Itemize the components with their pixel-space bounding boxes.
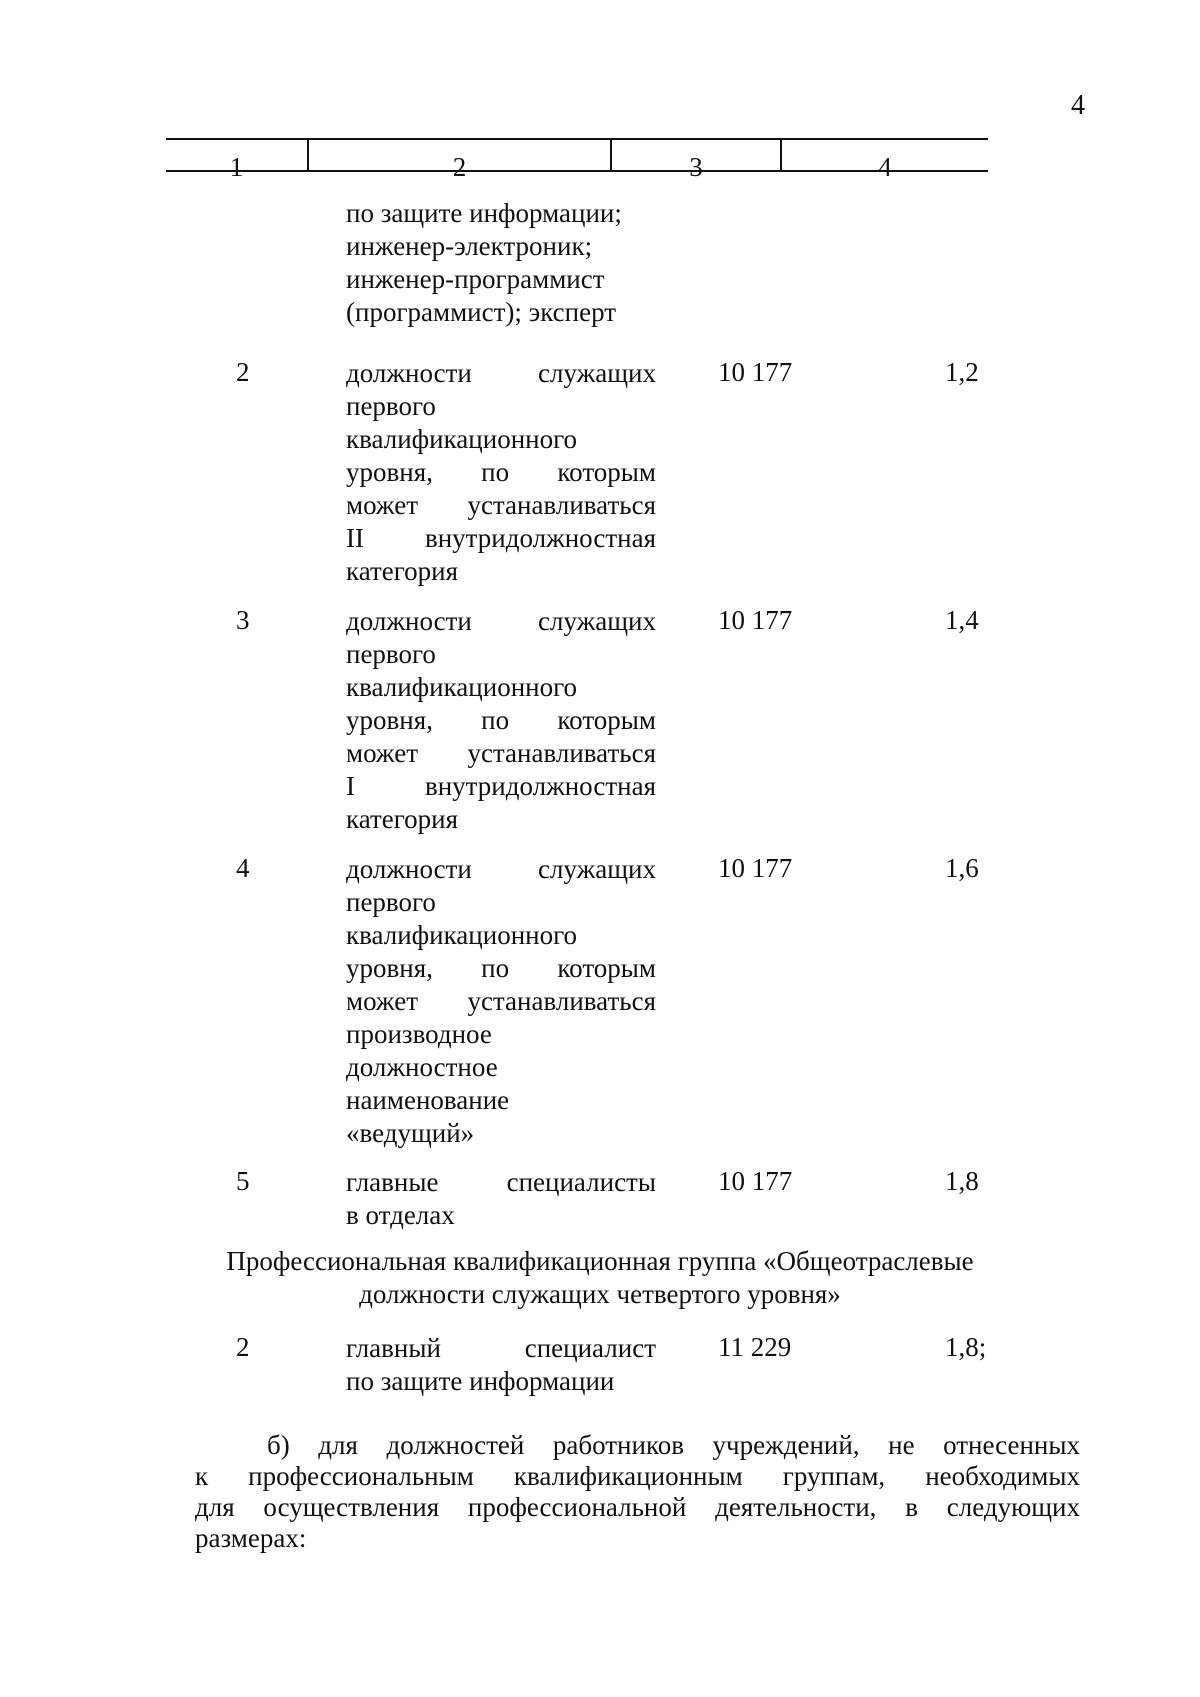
base-salary: 10 177	[718, 605, 793, 635]
header-top-rule	[166, 138, 988, 140]
position-description: по защите информации; инженер-электроник; инженер-программист (программист); эксперт	[346, 198, 622, 327]
qualification-group-title: Профессиональная квалификационная группа «Общеотраслевые должности служащих четвертого уровня»	[226, 1246, 974, 1309]
increase-coefficient: 1,8	[945, 1166, 979, 1196]
qualification-level: 3	[236, 605, 250, 635]
increase-coefficient: 1,8;	[945, 1332, 987, 1362]
position-description: главный специалист по защите информации	[346, 1333, 656, 1396]
header-col-1: 1	[229, 152, 244, 182]
position-description: должности служащих первого квалификационного уровня, по которым может устанавливаться I внутридолжностная категория	[346, 606, 656, 834]
header-col-2: 2	[452, 152, 467, 182]
qualification-level: 5	[236, 1166, 250, 1196]
header-col-4: 4	[878, 152, 892, 182]
increase-coefficient: 1,6	[945, 853, 979, 883]
base-salary: 10 177	[718, 853, 793, 883]
paragraph-b: б) для должностей работников учреждений, не отнесенных к профессиональным квалификационным группам, необходимых для осуществления профессиональной деятельности, в следующих размерах:	[195, 1430, 1080, 1553]
qualification-level: 4	[236, 853, 250, 883]
base-salary: 10 177	[718, 357, 793, 387]
qualification-level: 2	[236, 1332, 250, 1362]
position-description: должности служащих первого квалификационного уровня, по которым может устанавливаться II внутридолжностная категория	[346, 358, 656, 586]
position-description: должности служащих первого квалификационного уровня, по которым может устанавливаться производное должностное наименование «ведущий»	[346, 854, 656, 1148]
increase-coefficient: 1,2	[945, 357, 979, 387]
position-description: главные специалисты в отделах	[346, 1167, 656, 1230]
base-salary: 11 229	[718, 1332, 792, 1362]
header-col-3: 3	[689, 152, 703, 182]
page-number: 4	[1071, 90, 1085, 121]
qualification-level: 2	[236, 357, 250, 387]
base-salary: 10 177	[718, 1166, 793, 1196]
increase-coefficient: 1,4	[945, 605, 979, 635]
